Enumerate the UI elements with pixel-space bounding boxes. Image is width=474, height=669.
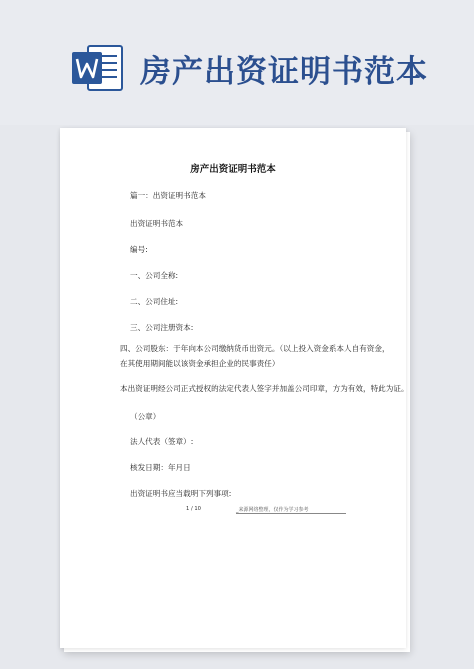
document-page bbox=[60, 128, 409, 648]
word-document-icon bbox=[70, 42, 126, 94]
paragraph-number: 编号: bbox=[130, 245, 148, 254]
paragraph-items: 出资证明书应当载明下列事项: bbox=[130, 489, 232, 498]
paragraph-seal: （公章） bbox=[130, 412, 161, 421]
paragraph-legal-rep: 法人代表（签章）: bbox=[130, 437, 194, 446]
footer-note: _来源网络整理，仅作为学习参考 bbox=[236, 507, 309, 513]
page-number: 1 / 10 bbox=[186, 506, 201, 512]
paragraph-shareholders: 四、公司股东：于年向本公司缴纳货币出资元。（以上投入资金系本人自有资金，在其使用期间能以该资金承担企业的民事责任） bbox=[120, 344, 390, 368]
footer-divider bbox=[236, 513, 346, 514]
paragraph-subtitle: 出资证明书范本 bbox=[130, 219, 184, 228]
paragraph-validity: 本出资证明经公司正式授权的法定代表人签字并加盖公司印章，方为有效，特此为证。 bbox=[120, 384, 409, 393]
paragraph-company-address: 二、公司住址: bbox=[130, 297, 179, 306]
paragraph-company-name: 一、公司全称: bbox=[130, 271, 179, 280]
header-title: 房产出资证明书范本 bbox=[140, 54, 428, 90]
header-banner bbox=[0, 0, 474, 125]
document-title: 房产出资证明书范本 bbox=[190, 164, 276, 175]
paragraph-registered-capital: 三、公司注册资本: bbox=[130, 323, 194, 332]
paragraph-section-heading: 篇一：出资证明书范本 bbox=[130, 191, 206, 200]
paragraph-issue-date: 核发日期：年月日 bbox=[130, 463, 191, 472]
